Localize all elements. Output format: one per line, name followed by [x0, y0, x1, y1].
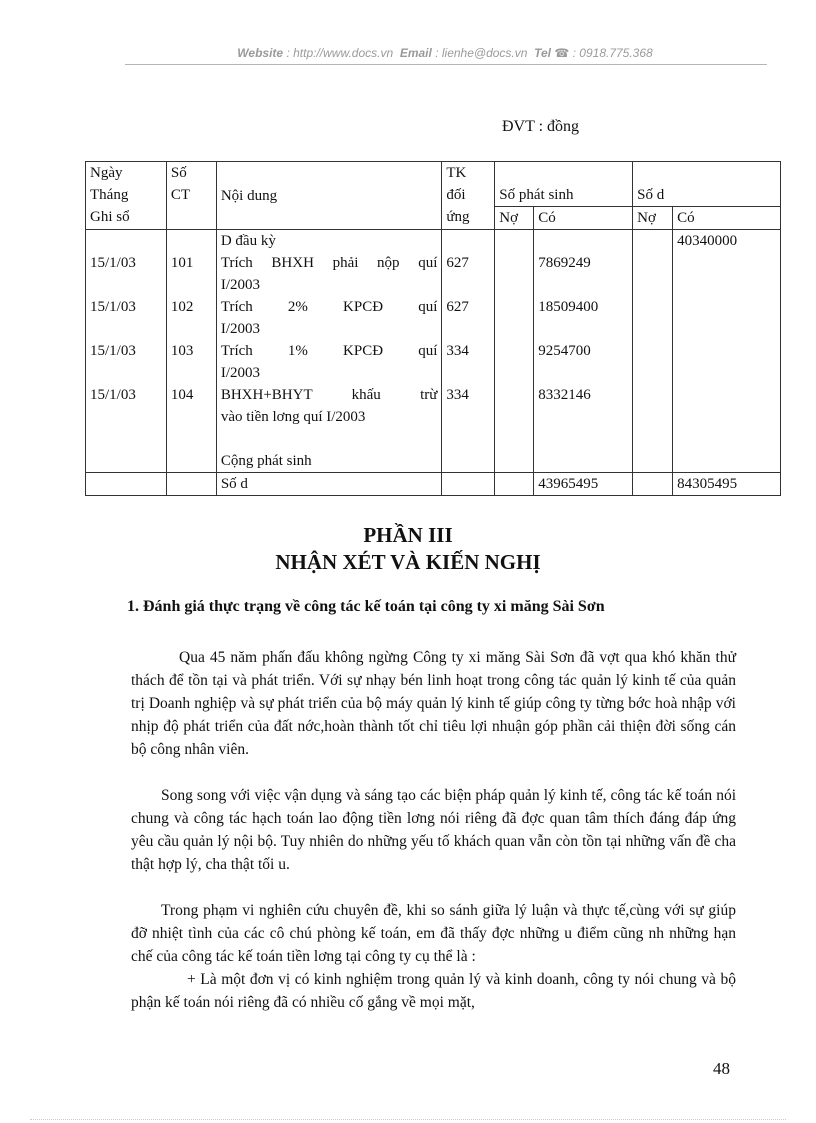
closing-arising-credit: 43965495 [534, 473, 633, 496]
email-value: : lienhe@docs.vn [435, 46, 528, 60]
page-number: 48 [713, 1059, 730, 1078]
opening-balance-value: 40340000 [677, 233, 738, 249]
arising-debit-column [495, 230, 534, 473]
header-arising: Số phát sinh [495, 162, 633, 207]
table-header-row [86, 162, 781, 207]
header-balance-credit: Có [673, 207, 781, 230]
paragraph-2: Song song với việc vận dụng và sáng tạo các biện pháp quản lý kinh tế, công tác kế toán nói chung và công tác hạch toán lao động tiền lơng nói riêng đã đợc quan tâm thích đáng đáp ứng yêu cầu quản lý nội bộ. Tuy nhiên do những yếu tố khách quan vẫn còn tồn tại những vấn đề cha thật hợp lý, cha thật tối u. [131, 787, 736, 873]
closing-balance-credit: 84305495 [673, 473, 781, 496]
paragraph-4: + Là một đơn vị có kinh nghiệm trong quản lý và kinh doanh, công ty nói chung và bộ phận kế toán nói riêng đã có nhiều cố gắng về mọi mặt, [131, 971, 736, 1011]
header-balance-debit: Nợ [633, 207, 673, 230]
header-arising-debit: Nợ [495, 207, 534, 230]
doc-column: 101 102 103 104 [166, 230, 216, 473]
balance-credit-column [673, 230, 781, 473]
header-arising-credit: Có [534, 207, 633, 230]
arising-credit-column: 7869249 18509400 9254700 8332146 [534, 230, 633, 473]
unit-label: ĐVT : đồng [502, 118, 580, 135]
header-content: Nội dung [216, 162, 442, 230]
header-account: TK đối ứng [442, 162, 495, 230]
table-body-row [86, 230, 781, 473]
tel-label: Tel [534, 46, 551, 60]
part-title: PHẦN III [363, 523, 453, 547]
header-balance: Số d [633, 162, 781, 207]
tel-value: ☎ : 0918.775.368 [554, 46, 653, 60]
opening-balance-label: D đầu kỳ [220, 233, 276, 249]
email-label: Email [399, 46, 432, 60]
section-heading: 1. Đánh giá thực trạng về công tác kế toán tại công ty xi măng Sài Sơn [127, 598, 605, 615]
header-date: Ngày Tháng Ghi sổ [86, 162, 167, 230]
content-column: D đầu kỳ Trích BHXH phải nộp quí I/2003 Trích 2% KPCĐ quí I/2003 Trích 1% KPCĐ quí I/2003 BHXH+BHYT khấu trừ vào tiền lơng quí I/2003 Cộng phát sinh [216, 230, 442, 473]
paragraph-3: Trong phạm vi nghiên cứu chuyên đề, khi so sánh giữa lý luận và thực tế,cùng với sự giúp đỡ nhiệt tình của các cô chú phòng kế toán, em đã thấy đợc những u điểm cũng nh những hạn chế của công tác kế toán tiền lơng tại công ty cụ thể là : [131, 902, 736, 965]
page-header [125, 46, 765, 60]
website-label: Website [237, 46, 284, 60]
closing-balance-row [86, 473, 781, 496]
website-value: : http://www.docs.vn [286, 46, 394, 60]
account-column: 627 627 334 334 [442, 230, 495, 473]
footer-divider [30, 1119, 786, 1120]
date-column: 15/1/03 15/1/03 15/1/03 15/1/03 [86, 230, 167, 473]
part-subtitle: NHẬN XÉT VÀ KIẾN NGHỊ [275, 550, 541, 574]
closing-balance-label: Số d [216, 473, 442, 496]
header-doc-no: Số CT [166, 162, 216, 230]
paragraph-1: Qua 45 năm phấn đấu không ngừng Công ty xi măng Sài Sơn đã vợt qua khó khăn thử thách để tồn tại và phát triển. Với sự nhạy bén linh hoạt trong công tác quản lý kinh tế của quản trị Doanh nghiệp và sự phát triển của bộ máy quản lý kinh tế giúp công ty từng bớc hoà nhập với nhịp độ phát triển của đất nớc,hoàn thành tốt chỉ tiêu lợi nhuận góp phần cải thiện đời sống cán bộ công nhân viên. [131, 649, 736, 758]
total-arising-label: Cộng phát sinh [220, 453, 312, 469]
ledger-table [85, 161, 781, 496]
header-divider [125, 64, 767, 65]
balance-debit-column [633, 230, 673, 473]
